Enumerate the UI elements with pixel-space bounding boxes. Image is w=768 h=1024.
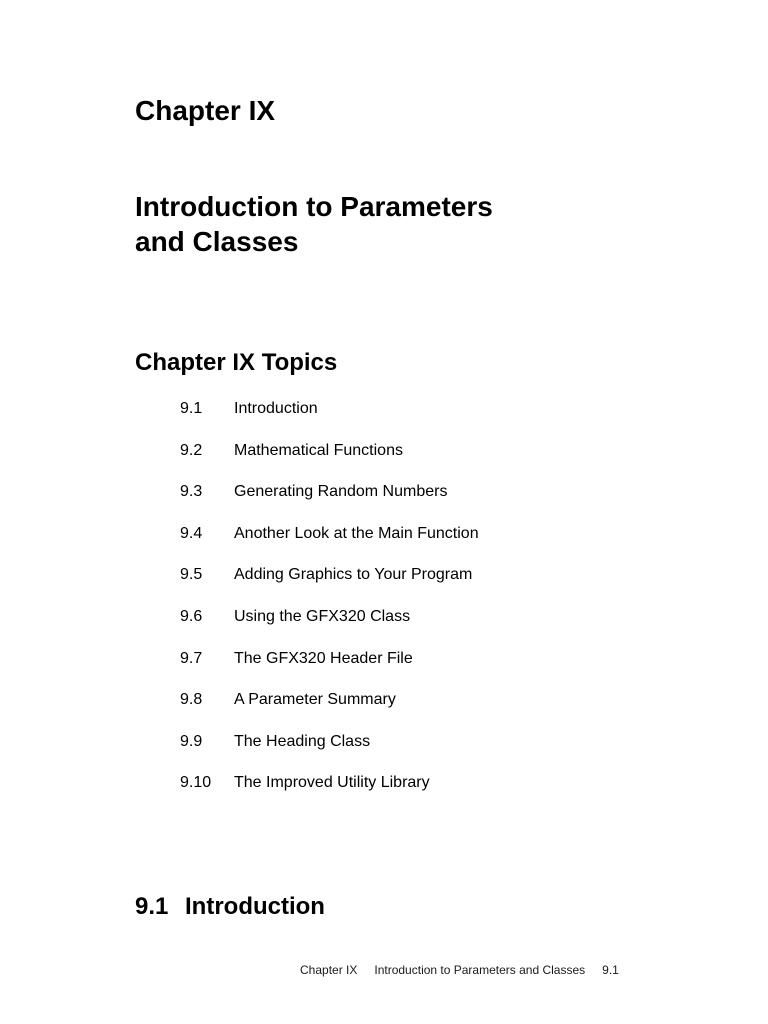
topic-number: 9.10 xyxy=(180,774,212,792)
topic-item xyxy=(180,689,479,731)
topic-title: Another Look at the Main Function xyxy=(234,524,479,542)
topic-item xyxy=(180,481,479,523)
topic-title: Adding Graphics to Your Program xyxy=(234,566,473,584)
topic-number: 9.6 xyxy=(180,607,203,625)
topic-title: Mathematical Functions xyxy=(234,441,403,459)
topics-heading: Chapter IX Topics xyxy=(135,349,338,376)
topic-title: The Improved Utility Library xyxy=(234,774,430,792)
section-title: Introduction xyxy=(185,893,325,920)
topic-number: 9.7 xyxy=(180,649,203,667)
topic-item xyxy=(180,440,479,482)
chapter-label: Chapter IX xyxy=(135,95,276,126)
footer-chapter: Chapter IX xyxy=(300,963,358,977)
topic-title: Generating Random Numbers xyxy=(234,483,448,501)
topic-title: A Parameter Summary xyxy=(234,691,396,709)
page-footer xyxy=(300,962,619,978)
topic-item xyxy=(180,398,479,440)
footer-page-number: 9.1 xyxy=(602,963,619,977)
footer-title: Introduction to Parameters and Classes xyxy=(374,963,586,977)
topic-item xyxy=(180,564,479,606)
topic-number: 9.1 xyxy=(180,400,203,417)
chapter-title xyxy=(135,189,615,259)
topic-number: 9.2 xyxy=(180,441,203,459)
topic-item xyxy=(180,523,479,565)
topic-item xyxy=(180,731,479,773)
topic-title: Using the GFX320 Class xyxy=(234,607,411,625)
chapter-title-line: and Classes xyxy=(135,226,299,257)
topic-number: 9.5 xyxy=(180,566,203,584)
topic-number: 9.3 xyxy=(180,483,203,501)
topics-list xyxy=(180,398,479,814)
topic-item xyxy=(180,606,479,648)
topic-title: The GFX320 Header File xyxy=(234,649,413,667)
topic-number: 9.9 xyxy=(180,732,203,750)
section-number: 9.1 xyxy=(135,893,169,920)
topic-title: The Heading Class xyxy=(234,732,371,750)
topic-item xyxy=(180,772,479,814)
topic-item xyxy=(180,648,479,690)
chapter-title-line: Introduction to Parameters xyxy=(135,191,493,222)
section-heading xyxy=(135,892,325,922)
topic-number: 9.4 xyxy=(180,524,203,542)
topic-title: Introduction xyxy=(234,400,318,417)
topic-number: 9.8 xyxy=(180,691,203,709)
